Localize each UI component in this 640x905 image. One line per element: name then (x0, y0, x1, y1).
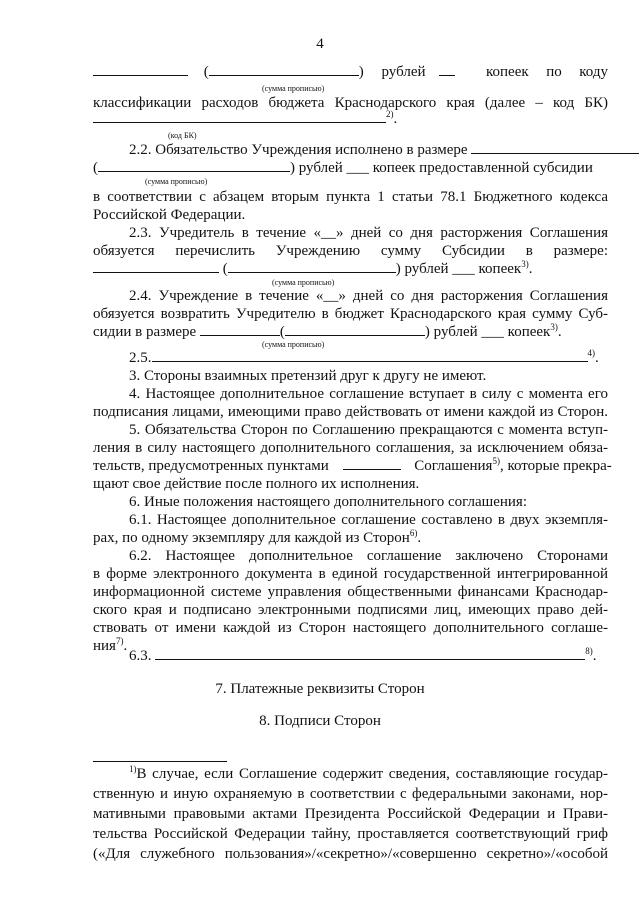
footnote-1-line-e: («Для служебного пользования»/«секретно»/«совершенно секретно»/«особой (93, 846, 608, 862)
p3-line: 3. Стороны взаимных претензий друг к другу не имеют. (129, 368, 487, 384)
p61-line-a: 6.1. Настоящее дополнительное соглашение составлено в двух экземпля- (129, 512, 608, 528)
p5-line-a: 5. Обязательства Сторон по Соглашению прекращаются с момента вступ- (129, 422, 608, 438)
p62-line-d: ского края и подписано электронными подписями лиц, имеющих право дей- (93, 602, 608, 618)
page-number: 4 (316, 36, 324, 52)
p22-line-c: в соответствии с абзацем вторым пункта 1 статьи 78.1 Бюджетного кодекса (93, 189, 608, 205)
footnote-separator (93, 761, 227, 762)
line-1: ( ) рублей (93, 63, 455, 81)
footnote-1-line-a: $^{1)}$В случае, если Соглашение содержит сведения, составляющие государ- (129, 764, 608, 782)
p22-line-d: Российской Федерации. (93, 207, 246, 223)
p63-line: 6.3. $^{8)}$. (129, 646, 597, 664)
p61-line-b: рах, по одному экземпляру для каждой из Сторон$^{6)}$. (93, 528, 422, 546)
p6-line: 6. Иные положения настоящего дополнительного соглашения: (129, 494, 527, 510)
section-8-heading: 8. Подписи Сторон (259, 713, 381, 729)
p23-line-a: 2.3. Учредитель в течение «__» дней со дня расторжения Соглашения (129, 225, 608, 241)
kod-bk-line: $^{2)}$. (93, 110, 397, 128)
p22-line-a: 2.2. Обязательство Учреждения исполнено в размере (129, 141, 639, 159)
p4-line-b: подписания лицами, имеющими право действовать от имени каждой из Сторон. (93, 404, 608, 420)
p24-line-c: сидии в размере ( ) рублей ___ копеек$^{3)}$. (93, 322, 562, 340)
caption-kod-bk: (код БК) (168, 131, 197, 140)
p4-line-a: 4. Настоящее дополнительное соглашение вступает в силу с момента его (129, 386, 608, 402)
p24-line-b: обязуется возвратить Учредителю в бюджет Краснодарского края сумму Суб- (93, 306, 608, 322)
kop-po-kodu: копеек по коду (486, 64, 608, 80)
footnote-1-line-b: ственную и иную охраняемую в соответствии с федеральными законами, нор- (93, 786, 608, 802)
p5-line-c: тельств, предусмотренных пунктами Соглашения$^{5)}$, которые прекра- (93, 456, 612, 474)
footnote-1-line-d: тельства Российской Федерации тайну, проставляется соответствующий гриф (93, 826, 608, 842)
footnote-1-line-c: мативными правовыми актами Президента Российской Федерации и Прави- (93, 806, 608, 822)
p24-line-a: 2.4. Учреждение в течение «__» дней со дня расторжения Соглашения (129, 288, 608, 304)
p23-line-b: обязуется перечислить Учреждению сумму Субсидии в размере: (93, 243, 608, 259)
p23-line-c: ( ) рублей ___ копеек$^{3)}$. (93, 260, 532, 278)
caption-summa-1: (сумма прописью) (262, 84, 325, 93)
p62-line-f: ния$^{7)}$. (93, 636, 128, 654)
p5-line-b: ления в силу настоящего дополнительного соглашения, за исключением обяза- (93, 440, 608, 456)
caption-summa-2: (сумма прописью) (145, 177, 208, 186)
p62-line-a: 6.2. Настоящее дополнительное соглашение заключено Сторонами (129, 548, 608, 564)
p62-line-b: в форме электронного документа в единой государственной интегрированной (93, 566, 608, 582)
line-klass: классификации расходов бюджета Краснодарского края (далее – код БК) (93, 95, 608, 111)
p5-line-d: щают свое действие после полного их исполнения. (93, 476, 420, 492)
p62-line-e: ствовать от имени каждой из Сторон настоящего дополнительного соглаше- (93, 620, 608, 636)
caption-summa-4: (сумма прописью) (262, 340, 325, 349)
p62-line-c: информационной системе управления общественными финансами Краснодар- (93, 584, 608, 600)
p25-line: 2.5. $^{4)}$. (129, 348, 599, 366)
p22-line-b: ( ) рублей ___ копеек предоставленной субсидии (93, 160, 593, 176)
section-7-heading: 7. Платежные реквизиты Сторон (215, 681, 425, 697)
caption-summa-3: (сумма прописью) (272, 278, 335, 287)
